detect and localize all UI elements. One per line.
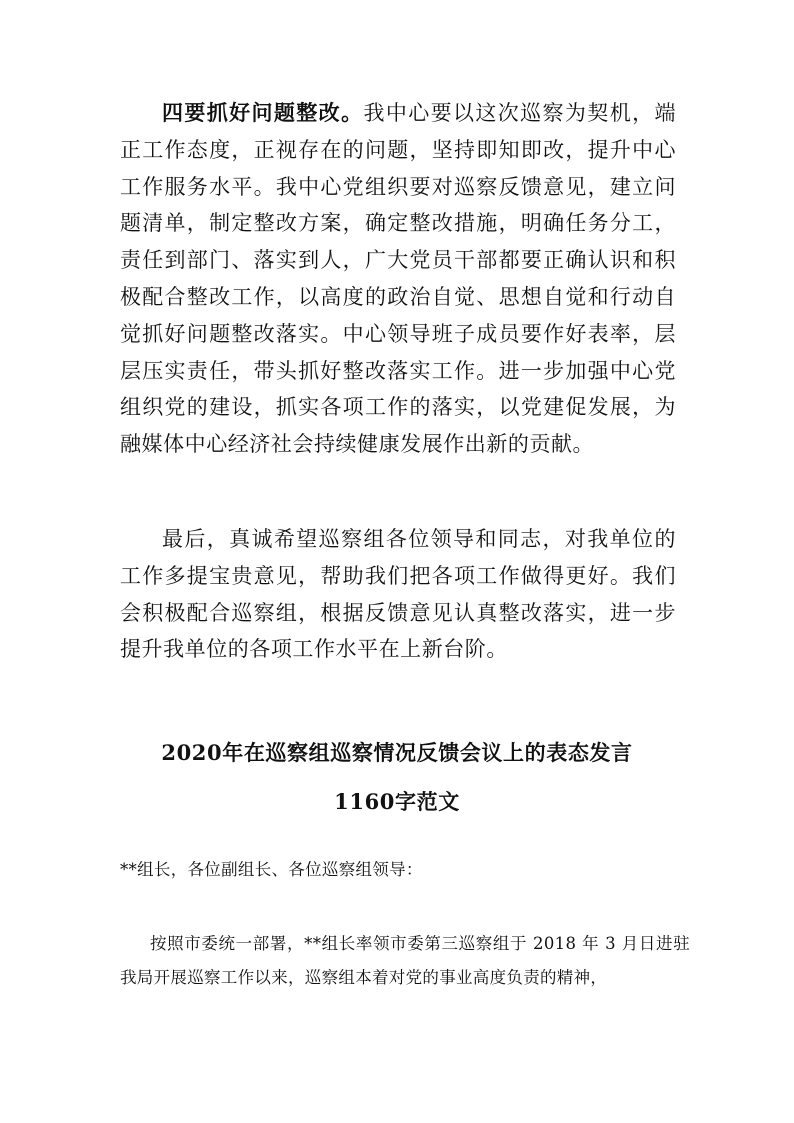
paragraph-closing: 最后，真诚希望巡察组各位领导和同志，对我单位的工作多提宝贵意见，帮助我们把各项工作做得更好。我们会积极配合巡察组，根据反馈意见认真整改落实，进一步提升我单位的各项工作水平在上新台阶。 xyxy=(120,527,676,662)
paragraph-body: 我中心要以这次巡察为契机，端正工作态度，正视存在的问题，坚持即知即改，提升中心工作服务水平。我中心党组织要对巡察反馈意见，建立问题清单，制定整改方案，确定整改措施，明确任务分工，责任到部门、落实到人，广大党员干部都要正确认识和积极配合整改工作，以高度的政治自觉、思想自觉和行动自觉抓好问题整改落实。中心领导班子成员要作好表率，层层压实责任，带头抓好整改落实工作。进一步加强中心党组织党的建设，抓实各项工作的落实，以党建促发展，为融媒体中心经济社会持续健康发展作出新的贡献。 xyxy=(120,101,677,457)
document-title-line-1: 2020年在巡察组巡察情况反馈会议上的表态发言 xyxy=(161,740,633,765)
salutation: **组长，各位副组长、各位巡察组领导： xyxy=(120,860,423,879)
document-title-line-2: 1160字范文 xyxy=(334,789,460,814)
paragraph-rectification xyxy=(120,95,676,463)
paragraph-lead-heading: 四要抓好问题整改。 xyxy=(162,100,364,125)
paragraph-opening: 按照市委统一部署，**组长率领市委第三巡察组于 2018 年 3 月日进驻我局开展巡察工作以来，巡察组本着对党的事业高度负责的精神， xyxy=(120,934,690,987)
